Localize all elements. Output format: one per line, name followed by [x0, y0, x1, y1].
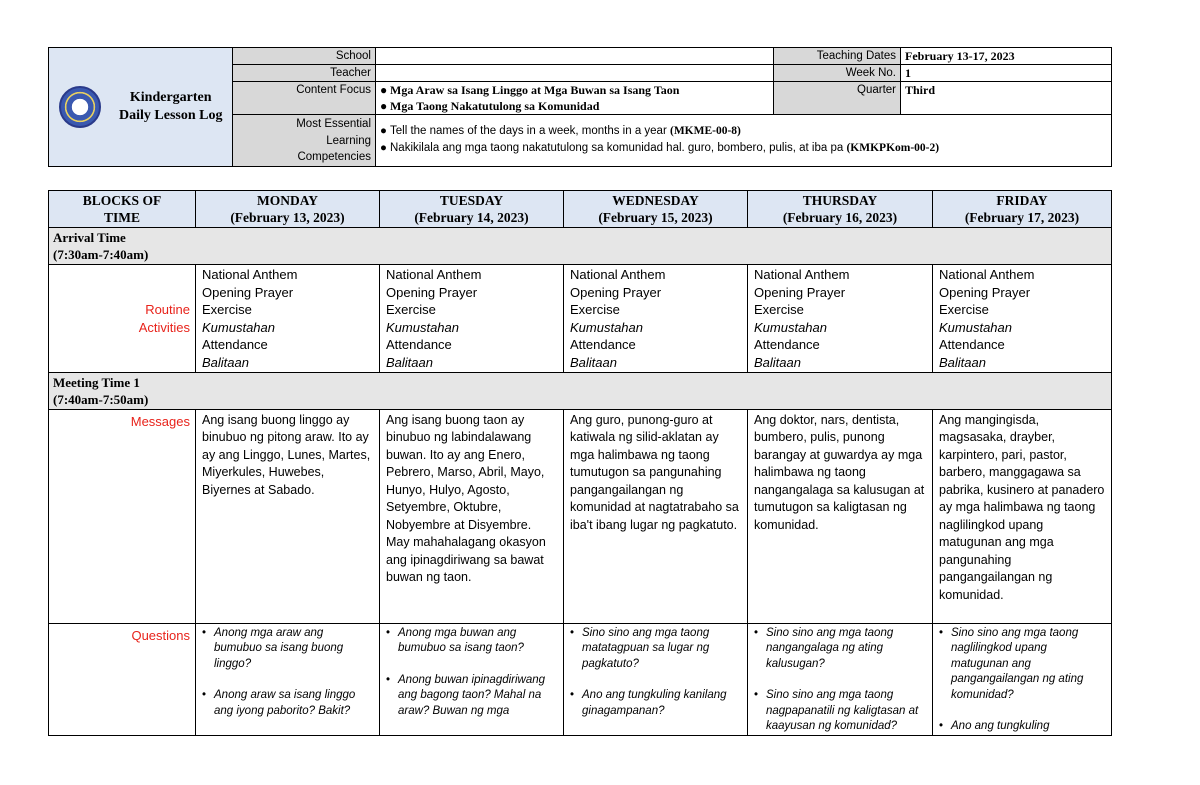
- teaching-dates-value: February 13-17, 2023: [901, 48, 1112, 65]
- competencies-cell: [376, 115, 1112, 167]
- day-header-wednesday: WEDNESDAY (February 15, 2023): [564, 191, 748, 228]
- question-item: • Sino sino ang mga taong nagpapanatili ng kaligtasan at kaayusan ng komunidad?: [754, 688, 926, 735]
- question-item: • Sino sino ang mga taong nangangalaga ng ating kalusugan?: [754, 626, 926, 673]
- routine-activities-row: [49, 265, 1112, 373]
- routine-cell-monday: National Anthem Opening Prayer Exercise Kumustahan Attendance Balitaan: [196, 265, 380, 373]
- teacher-field[interactable]: [376, 65, 774, 82]
- routine-cell-thursday: National Anthem Opening Prayer Exercise Kumustahan Attendance Balitaan: [748, 265, 933, 373]
- document-title: [119, 89, 222, 125]
- messages-label: Messages: [49, 409, 196, 623]
- day-header-thursday: THURSDAY (February 16, 2023): [748, 191, 933, 228]
- question-item: • Ano ang tungkuling: [939, 719, 1105, 735]
- bullet-icon: •: [939, 626, 944, 639]
- content-focus-item: ● Mga Taong Nakatutulong sa Komunidad: [380, 99, 600, 113]
- questions-cell-tuesday: [380, 623, 564, 735]
- teacher-label: Teacher: [233, 65, 376, 82]
- questions-cell-friday: [933, 623, 1112, 735]
- arrival-time-row: [49, 228, 1112, 265]
- routine-cell-wednesday: National Anthem Opening Prayer Exercise Kumustahan Attendance Balitaan: [564, 265, 748, 373]
- question-item: • Anong mga araw ang bumubuo sa isang buong linggo?: [202, 626, 373, 673]
- quarter-value: Third: [901, 82, 1112, 115]
- bullet-icon: •: [386, 626, 391, 639]
- teaching-dates-label: Teaching Dates: [774, 48, 901, 65]
- week-value: 1: [901, 65, 1112, 82]
- questions-row: [49, 623, 1112, 735]
- melc-label: Most Essential Learning Competencies: [233, 115, 376, 167]
- bullet-icon: •: [754, 689, 759, 702]
- questions-label: Questions: [49, 623, 196, 735]
- deped-seal-icon: [59, 86, 101, 128]
- question-item: • Sino sino ang mga taong matatagpuan sa lugar ng pagkatuto?: [570, 626, 741, 673]
- arrival-time-heading: Arrival Time (7:30am-7:40am): [49, 228, 1112, 265]
- message-cell-friday: Ang mangingisda, magsasaka, drayber, karpintero, pari, pastor, barbero, manggagawa sa pabrika, kusinero at panadero ay mga halimbawa ng taong naglilingkod upang matugunan ang mga pangunahing pangangailangan ng komunidad.: [933, 409, 1112, 623]
- routine-cell-tuesday: National Anthem Opening Prayer Exercise Kumustahan Attendance Balitaan: [380, 265, 564, 373]
- quarter-label: Quarter: [774, 82, 901, 115]
- bullet-icon: ●: [380, 99, 388, 113]
- day-header-friday: FRIDAY (February 17, 2023): [933, 191, 1112, 228]
- title-line-2: Daily Lesson Log: [119, 107, 223, 123]
- bullet-icon: •: [386, 673, 391, 686]
- content-focus-label: Content Focus: [233, 82, 376, 115]
- school-field[interactable]: [376, 48, 774, 65]
- day-header-tuesday: TUESDAY (February 14, 2023): [380, 191, 564, 228]
- routine-cell-friday: National Anthem Opening Prayer Exercise Kumustahan Attendance Balitaan: [933, 265, 1112, 373]
- message-cell-wednesday: Ang guro, punong-guro at katiwala ng silid-aklatan ay mga halimbawa ng taong tumutugon sa pangunahing pangangailangan ng komunidad at nagtatrabaho sa iba't ibang lugar ng pagkatuto.: [564, 409, 748, 623]
- blocks-of-time-header: BLOCKS OF TIME: [49, 191, 196, 228]
- competency-item: ● Tell the names of the days in a week, months in a year (MKME-00-8): [376, 123, 1111, 140]
- routine-activities-label: Routine Activities: [49, 265, 196, 373]
- bullet-icon: •: [570, 626, 575, 639]
- meeting-time-heading: Meeting Time 1 (7:40am-7:50am): [49, 372, 1112, 409]
- logo-title-cell: [49, 48, 233, 167]
- bullet-icon: •: [939, 720, 944, 733]
- question-item: • Anong mga buwan ang bumubuo sa isang taon?: [386, 626, 557, 657]
- meeting-time-row: [49, 372, 1112, 409]
- bullet-icon: •: [570, 689, 575, 702]
- bullet-icon: •: [202, 626, 207, 639]
- bullet-icon: ●: [380, 125, 387, 138]
- day-header-row: [49, 191, 1112, 228]
- questions-cell-thursday: [748, 623, 933, 735]
- day-header-monday: MONDAY (February 13, 2023): [196, 191, 380, 228]
- bullet-icon: •: [202, 689, 207, 702]
- bullet-icon: •: [754, 626, 759, 639]
- questions-cell-monday: [196, 623, 380, 735]
- question-item: • Ano ang tungkuling kanilang ginagampanan?: [570, 688, 741, 719]
- content-focus-cell: [376, 82, 774, 115]
- weekly-schedule-table: [48, 190, 1112, 736]
- content-focus-item: ● Mga Araw sa Isang Linggo at Mga Buwan sa Isang Taon: [380, 83, 680, 97]
- question-item: • Sino sino ang mga taong naglilingkod upang matugunan ang pangangailangan ng ating komunidad?: [939, 626, 1105, 704]
- bullet-icon: ●: [380, 83, 388, 97]
- message-cell-tuesday: Ang isang buong taon ay binubuo ng labindalawang buwan. Ito ay ang Enero, Pebrero, Marso, Abril, Mayo, Hunyo, Hulyo, Agosto, Setyembre, Oktubre, Nobyembre at Disyembre. May mahahalagang okasyon ang ipinagdiriwang sa bawat buwan ng taon.: [380, 409, 564, 623]
- message-cell-thursday: Ang doktor, nars, dentista, bumbero, pulis, punong barangay at guwardya ay mga halimbawa ng taong nangangalaga sa kalusugan at tumutugon sa kaligtasan ng komunidad.: [748, 409, 933, 623]
- question-item: • Anong araw sa isang linggo ang iyong paborito? Bakit?: [202, 688, 373, 719]
- message-cell-monday: Ang isang buong linggo ay binubuo ng pitong araw. Ito ay ay ang Linggo, Lunes, Martes, Miyerkules, Huwebes, Biyernes at Sabado.: [196, 409, 380, 623]
- week-label: Week No.: [774, 65, 901, 82]
- question-item: • Anong buwan ipinagdiriwang ang bagong taon? Mahal na araw? Buwan ng mga: [386, 673, 557, 720]
- dll-header-table: [48, 47, 1112, 167]
- bullet-icon: ●: [380, 142, 387, 155]
- school-label: School: [233, 48, 376, 65]
- messages-row: [49, 409, 1112, 623]
- competency-item: ● Nakikilala ang mga taong nakatutulong sa komunidad hal. guro, bombero, pulis, at iba pa (KMKPKom-00-2): [376, 140, 1111, 157]
- title-line-1: Kindergarten: [129, 89, 212, 105]
- questions-cell-wednesday: [564, 623, 748, 735]
